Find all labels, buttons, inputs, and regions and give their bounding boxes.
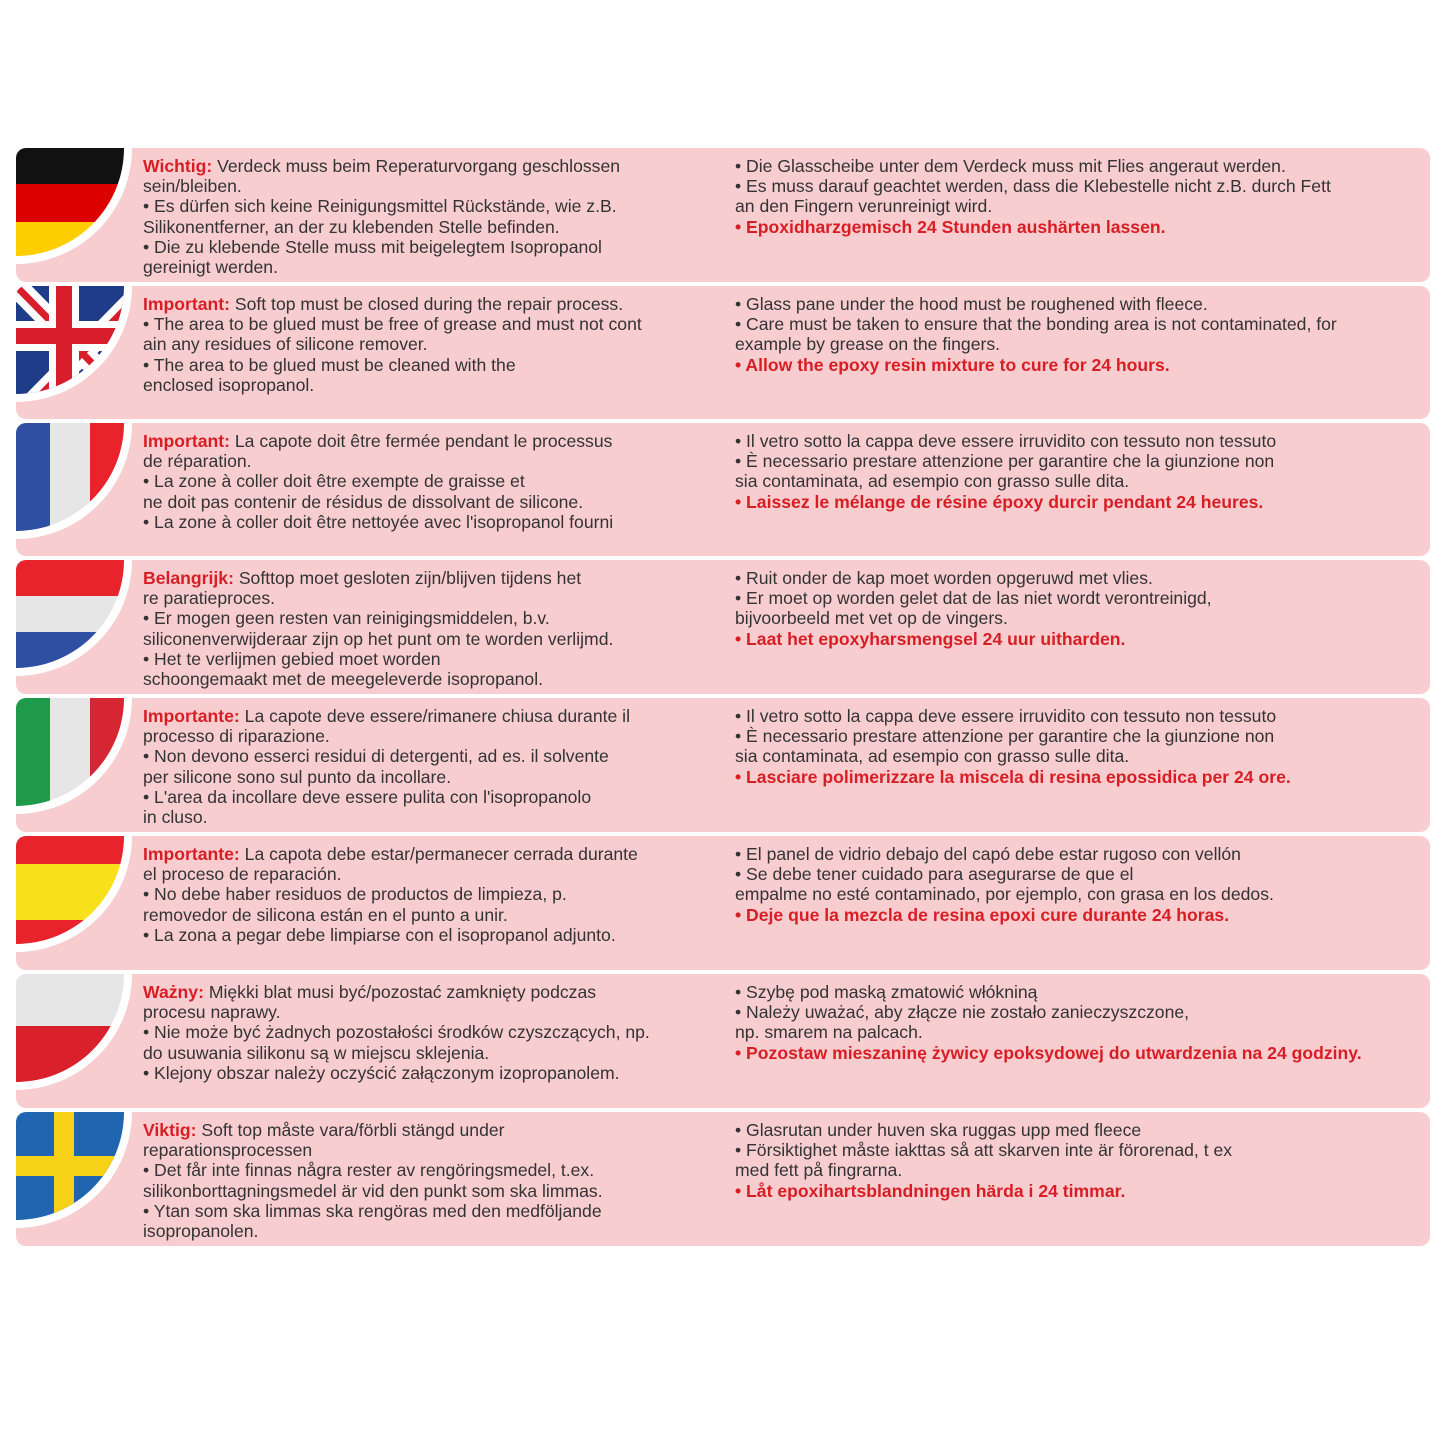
text-line: • Det får inte finnas några rester av rengöringsmedel, t.ex. xyxy=(143,1160,595,1181)
text-line xyxy=(143,156,718,176)
text-line: • Het te verlijmen gebied moet worden xyxy=(143,648,441,669)
text-line xyxy=(143,706,718,726)
text-line: per silicone sono sul punto da incollare. xyxy=(143,766,452,787)
lead-label: Belangrijk: xyxy=(143,568,234,588)
netherlands-flag-icon xyxy=(16,560,148,694)
lead-text: Verdeck muss beim Reperaturvorgang geschlossen xyxy=(212,156,621,176)
text-line: • Die zu klebende Stelle muss mit beigelegtem Isopropanol xyxy=(143,236,602,257)
text-line: • Ytan som ska limmas ska rengöras med den medföljande xyxy=(143,1200,602,1221)
text-line xyxy=(143,844,718,864)
row-swedish xyxy=(16,1112,1430,1246)
text-line: • La zona a pegar debe limpiarse con el isopropanol adjunto. xyxy=(143,924,616,945)
text-line: • Se debe tener cuidado para asegurarse de que el xyxy=(735,864,1134,885)
text-line: • Il vetro sotto la cappa deve essere irruvidito con tessuto non tessuto xyxy=(735,431,1277,451)
cure-note: • Laissez le mélange de résine époxy durcir pendant 24 heures. xyxy=(735,491,1264,512)
cure-note: • Pozostaw mieszaninę żywicy epoksydowej do utwardzenia na 24 godziny. xyxy=(735,1042,1362,1063)
text-line: enclosed isopropanol. xyxy=(143,374,315,395)
text-line: • Ruit onder de kap moet worden opgeruwd met vlies. xyxy=(735,568,1153,588)
row-german xyxy=(16,148,1430,282)
text-line xyxy=(143,294,718,314)
row-polish xyxy=(16,974,1430,1108)
text-line: • Non devono esserci residui di detergenti, ad es. il solvente xyxy=(143,746,609,767)
cure-note: • Allow the epoxy resin mixture to cure for 24 hours. xyxy=(735,354,1170,375)
text-line: schoongemaakt met de meegeleverde isopropanol. xyxy=(143,669,544,690)
text-line: bijvoorbeeld met vet op de vingers. xyxy=(735,608,1008,629)
sweden-flag-icon xyxy=(16,1112,148,1246)
right-text-dutch xyxy=(735,568,1415,649)
text-line: • Die Glasscheibe unter dem Verdeck muss mit Flies angeraut werden. xyxy=(735,156,1286,176)
text-line: ain any residues of silicone remover. xyxy=(143,334,428,355)
right-text-french xyxy=(735,431,1415,512)
row-french xyxy=(16,423,1430,556)
right-text-swedish xyxy=(735,1120,1415,1201)
text-line: np. smarem na palcach. xyxy=(735,1022,923,1043)
left-text-polish xyxy=(143,982,718,1083)
text-line: siliconenverwijderaar zijn op het punt om te worden verlijmd. xyxy=(143,628,614,649)
text-line: med fett på fingrarna. xyxy=(735,1160,903,1181)
text-line: de réparation. xyxy=(143,451,252,472)
text-line: • La zone à coller doit être nettoyée avec l'isopropanol fourni xyxy=(143,511,614,532)
cure-note: • Lasciare polimerizzare la miscela di resina epossidica per 24 ore. xyxy=(735,766,1291,787)
right-text-italian xyxy=(735,706,1415,787)
lead-label: Important: xyxy=(143,431,230,451)
text-line: removedor de silicona están en el punto a unir. xyxy=(143,904,508,925)
right-text-english xyxy=(735,294,1415,375)
lead-label: Ważny: xyxy=(143,982,204,1002)
lead-text: Soft top måste vara/förbli stängd under xyxy=(196,1120,505,1140)
text-line: Silikonentferner, an der zu klebenden Stelle befinden. xyxy=(143,216,560,237)
text-line: • È necessario prestare attenzione per garantire che la giunzione non xyxy=(735,451,1275,472)
text-line: procesu naprawy. xyxy=(143,1002,281,1023)
text-line: • Er mogen geen resten van reinigingsmiddelen, b.v. xyxy=(143,608,550,629)
left-text-german xyxy=(143,156,718,277)
lead-text: Miękki blat musi być/pozostać zamknięty podczas xyxy=(203,982,597,1002)
text-line: • Es dürfen sich keine Reinigungsmittel Rückstände, wie z.B. xyxy=(143,196,617,217)
left-text-swedish xyxy=(143,1120,718,1241)
row-dutch xyxy=(16,560,1430,694)
text-line: • Er moet op worden gelet dat de las niet wordt verontreinigd, xyxy=(735,588,1212,609)
cure-note: • Laat het epoxyharsmengsel 24 uur uitharden. xyxy=(735,628,1126,649)
text-line: • Należy uważać, aby złącze nie zostało zanieczyszczone, xyxy=(735,1002,1190,1023)
right-text-polish xyxy=(735,982,1415,1063)
lead-label: Viktig: xyxy=(143,1120,197,1140)
lead-label: Wichtig: xyxy=(143,156,213,176)
text-line: • L'area da incollare deve essere pulita con l'isopropanolo xyxy=(143,786,592,807)
text-line: re paratieproces. xyxy=(143,588,276,609)
text-line: • La zone à coller doit être exempte de graisse et xyxy=(143,471,525,492)
text-line: el proceso de reparación. xyxy=(143,864,342,885)
left-text-dutch xyxy=(143,568,718,689)
cure-note: • Låt epoxihartsblandningen härda i 24 timmar. xyxy=(735,1180,1126,1201)
row-english xyxy=(16,286,1430,419)
text-line: reparationsprocessen xyxy=(143,1140,313,1161)
germany-flag-icon xyxy=(16,148,148,282)
text-line: do usuwania silikonu są w miejscu sklejenia. xyxy=(143,1042,490,1063)
text-line: • Klejony obszar należy oczyścić załączonym izopropanolem. xyxy=(143,1062,620,1083)
italy-flag-icon xyxy=(16,698,148,832)
text-line xyxy=(143,568,718,588)
text-line xyxy=(143,1120,718,1140)
cure-note: • Deje que la mezcla de resina epoxi cure durante 24 horas. xyxy=(735,904,1230,925)
left-text-spanish xyxy=(143,844,718,945)
text-line: isopropanolen. xyxy=(143,1221,259,1242)
text-line: • Glass pane under the hood must be roughened with fleece. xyxy=(735,294,1208,314)
lead-label: Importante: xyxy=(143,706,240,726)
lead-text: Softtop moet gesloten zijn/blijven tijdens het xyxy=(233,568,582,588)
text-line: ne doit pas contenir de résidus de dissolvant de silicone. xyxy=(143,491,584,512)
text-line: • Nie może być żadnych pozostałości środków czyszczących, np. xyxy=(143,1022,650,1043)
text-line: sein/bleiben. xyxy=(143,176,242,197)
text-line: empalme no esté contaminado, por ejemplo, con grasa en los dedos. xyxy=(735,884,1274,905)
left-text-italian xyxy=(143,706,718,827)
text-line: sia contaminata, ad esempio con grasso sulle dita. xyxy=(735,746,1130,767)
text-line xyxy=(143,982,718,1002)
right-text-spanish xyxy=(735,844,1415,925)
row-italian xyxy=(16,698,1430,832)
uk-flag-icon xyxy=(16,286,148,419)
spain-flag-icon xyxy=(16,836,148,970)
lead-label: Important: xyxy=(143,294,230,314)
text-line: sia contaminata, ad esempio con grasso sulle dita. xyxy=(735,471,1130,492)
left-text-french xyxy=(143,431,718,532)
left-text-english xyxy=(143,294,718,395)
poland-flag-icon xyxy=(16,974,148,1108)
lead-text: La capote doit être fermée pendant le processus xyxy=(229,431,613,451)
cure-note: • Epoxidharzgemisch 24 Stunden aushärten lassen. xyxy=(735,216,1166,237)
text-line: • El panel de vidrio debajo del capó debe estar rugoso con vellón xyxy=(735,844,1241,864)
france-flag-icon xyxy=(16,423,148,556)
text-line: • Glasrutan under huven ska ruggas upp med fleece xyxy=(735,1120,1142,1140)
lead-text: Soft top must be closed during the repair process. xyxy=(229,294,624,314)
text-line: processo di riparazione. xyxy=(143,726,330,747)
right-text-german xyxy=(735,156,1415,237)
text-line: silikonborttagningsmedel är vid den punkt som ska limmas. xyxy=(143,1180,603,1201)
text-line: gereinigt werden. xyxy=(143,257,278,278)
text-line: • Szybę pod maską zmatowić włókniną xyxy=(735,982,1038,1002)
instruction-sheet xyxy=(16,148,1430,1250)
lead-text: La capote deve essere/rimanere chiusa durante il xyxy=(239,706,630,726)
text-line: • The area to be glued must be cleaned with the xyxy=(143,354,516,375)
text-line: • Försiktighet måste iakttas så att skarven inte är förorenad, t ex xyxy=(735,1140,1233,1161)
text-line: • Es muss darauf geachtet werden, dass die Klebestelle nicht z.B. durch Fett xyxy=(735,176,1331,197)
text-line: • Il vetro sotto la cappa deve essere irruvidito con tessuto non tessuto xyxy=(735,706,1277,726)
text-line: an den Fingern verunreinigt wird. xyxy=(735,196,993,217)
text-line: • The area to be glued must be free of grease and must not cont xyxy=(143,314,642,335)
text-line: • È necessario prestare attenzione per garantire che la giunzione non xyxy=(735,726,1275,747)
text-line: in cluso. xyxy=(143,807,208,828)
text-line: • No debe haber residuos de productos de limpieza, p. xyxy=(143,884,567,905)
lead-text: La capota debe estar/permanecer cerrada durante xyxy=(239,844,638,864)
text-line: example by grease on the fingers. xyxy=(735,334,1001,355)
row-spanish xyxy=(16,836,1430,970)
text-line xyxy=(143,431,718,451)
lead-label: Importante: xyxy=(143,844,240,864)
text-line: • Care must be taken to ensure that the bonding area is not contaminated, for xyxy=(735,314,1337,335)
